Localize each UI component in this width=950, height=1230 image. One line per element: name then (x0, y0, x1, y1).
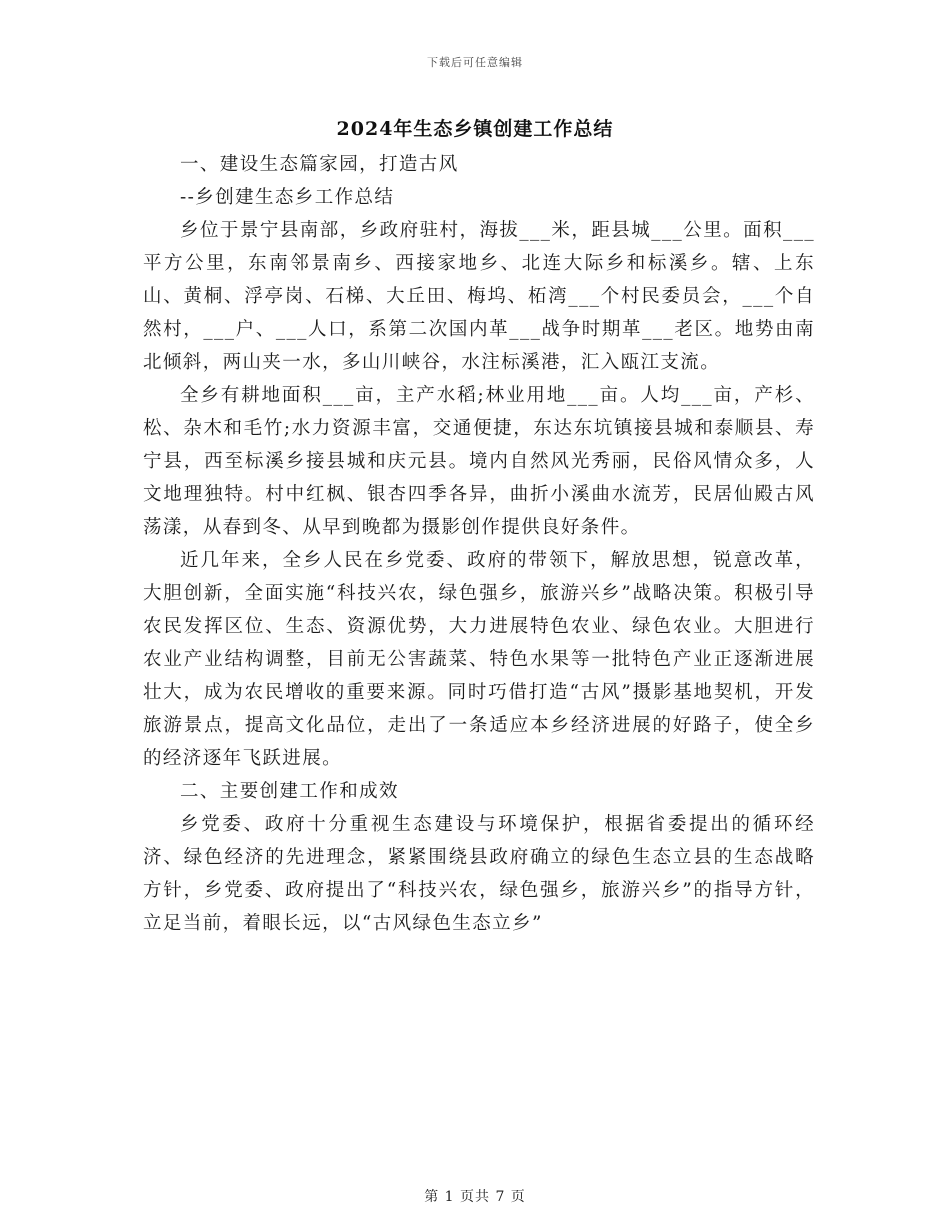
paragraph-policy: 乡党委、政府十分重视生态建设与环境保护，根据省委提出的循环经济、绿色经济的先进理念，紧紧围绕县政府确立的绿色生态立县的生态战略方针，乡党委、政府提出了“科技兴农，绿色强乡，旅游兴乡”的指导方针，立足当前，着眼长远，以“古风绿色生态立乡” (143, 814, 815, 934)
document-body (143, 148, 815, 940)
paragraph-development: 近几年来，全乡人民在乡党委、政府的带领下，解放思想，锐意改革，大胆创新，全面实施“科技兴农，绿色强乡，旅游兴乡”战略决策。积极引导农民发挥区位、生态、资源优势，大力进展特色农业、绿色农业。大胆进行农业产业结构调整，目前无公害蔬菜、特色水果等一批特色产业正逐渐进展壮大，成为农民增收的重要来源。同时巧借打造“古风”摄影基地契机，开发旅游景点，提高文化品位，走出了一条适应本乡经济进展的好路子，使全乡的经济逐年飞跃进展。 (143, 550, 815, 769)
section-heading-2: 二、主要创建工作和成效 (180, 781, 399, 802)
page-header-note: 下载后可任意编辑 (427, 56, 523, 69)
paragraph-location: 乡位于景宁县南部，乡政府驻村，海拔___米，距县城___公里。面积___平方公里，东南邻景南乡、西接家地乡、北连大际乡和标溪乡。辖、上东山、黄桐、浮亭岗、石梯、大丘田、梅坞、柘湾___个村民委员会，___个自然村，___户、___人口，系第二次国内革___战争时期革___老区。地势由南北倾斜，两山夹一水，多山川峡谷，水注标溪港，汇入瓯江支流。 (143, 220, 815, 373)
page-number: 第 1 页共 7 页 (424, 1189, 526, 1205)
paragraph-resources: 全乡有耕地面积___亩，主产水稻;林业用地___亩。人均___亩，产杉、松、杂木和毛竹;水力资源丰富，交通便捷，东达东坑镇接县城和泰顺县、寿宁县，西至标溪乡接县城和庆元县。境内自然风光秀丽，民俗风情众多，人文地理独特。村中红枫、银杏四季各异，曲折小溪曲水流芳，民居仙殿古风荡漾，从春到冬、从早到晚都为摄影创作提供良好条件。 (143, 385, 815, 538)
document-title: 2024年生态乡镇创建工作总结 (336, 118, 614, 140)
section-heading-1: 一、建设生态篇家园，打造古风 (180, 154, 459, 175)
subtitle-line: --乡创建生态乡工作总结 (180, 187, 395, 208)
